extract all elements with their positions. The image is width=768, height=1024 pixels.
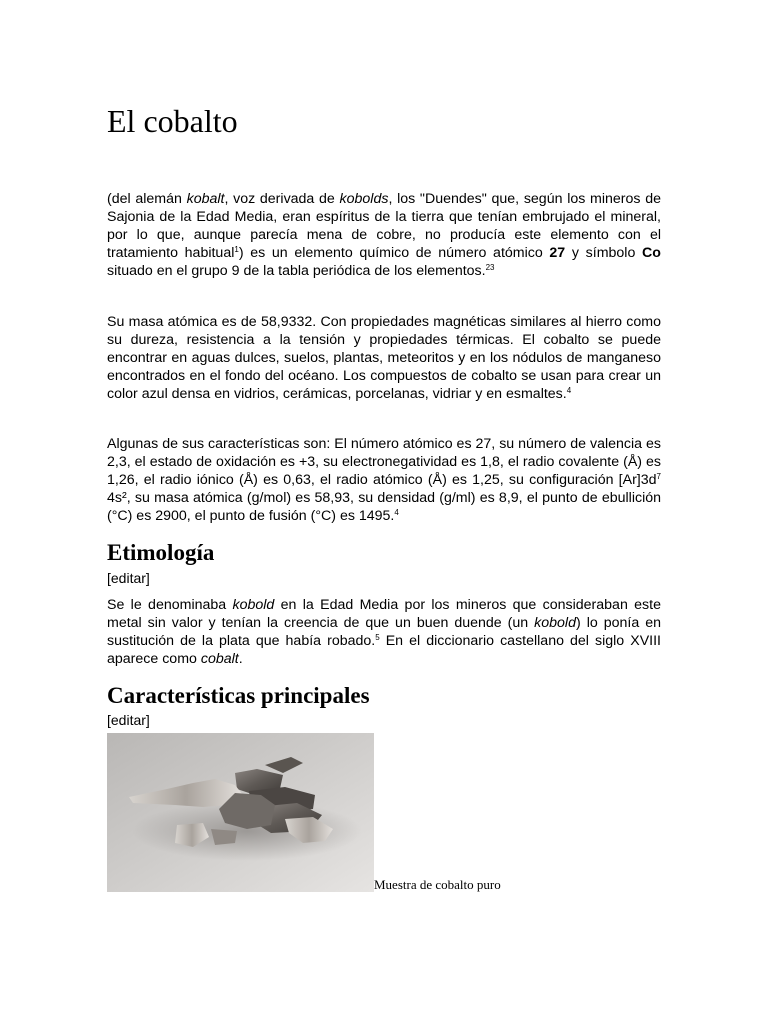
cobalt-sample-photo: [107, 733, 374, 892]
etimologia-text: ) lo ponía en sustitución de la plata que había robado.: [107, 615, 661, 649]
properties-paragraph: [107, 435, 661, 525]
atomic-number: 27: [549, 245, 566, 261]
mass-text: Su masa atómica es de 58,9332. Con propiedades magnéticas similares al hierro como su dureza, resistencia a la tensión y propiedades térmicas. El cobalto se puede encontrar en aguas dulces, suelos, plantas, meteoritos y en los nódulos de manganeso encontrados en el fondo del océano. Los compuestos de cobalto se usan para crear un color azul densa en vidrios, cerámicas, porcelanas, vidriar y en esmaltes.: [107, 314, 661, 402]
etimologia-text: en la Edad Media por los mineros que consideraban este metal sin valor y tenían la creencia de que un buen duende (un: [107, 597, 661, 631]
section-heading-etimologia: Etimología: [107, 540, 215, 565]
reference-4[interactable]: 4: [566, 386, 572, 395]
reference-1[interactable]: 1: [234, 245, 239, 254]
intro-kobalt: kobalt: [186, 191, 225, 207]
intro-text: (del alemán: [107, 191, 187, 207]
intro-text: , voz derivada de: [224, 191, 340, 207]
image-caption: Muestra de cobalto puro: [374, 877, 501, 892]
kobold-term: kobold: [534, 615, 576, 631]
superscript-7: 7: [656, 472, 661, 481]
reference-4[interactable]: 4: [394, 508, 399, 517]
kobold-term: kobold: [232, 597, 275, 613]
cobalt-sample-image: [107, 733, 374, 892]
properties-text: Algunas de sus características son: El número atómico es 27, su número de valencia es 2,3, el estado de oxidación es +3, su electronegatividad es 1,8, el radio covalente (Å) es 1,26, el radio iónico (Å) es 0,63, el radio atómico (Å) es 1,25, su configuración [Ar]3d: [107, 436, 661, 488]
etimologia-text: Se le denominaba: [107, 597, 233, 613]
intro-text: y símbolo: [565, 245, 643, 261]
etimologia-text: En el diccionario castellano del siglo XVIII aparece como: [107, 633, 661, 667]
etimologia-text: .: [238, 651, 243, 667]
edit-link-etimologia[interactable]: [editar]: [107, 570, 150, 586]
intro-paragraph: [107, 190, 661, 280]
reference-23[interactable]: 23: [485, 263, 495, 272]
element-symbol: Co: [642, 245, 661, 261]
etimologia-paragraph: [107, 596, 661, 668]
section-heading-caracteristicas: Características principales: [107, 683, 370, 708]
mass-paragraph: [107, 313, 661, 403]
intro-text: , los "Duendes" que, según los mineros de Sajonia de la Edad Media, eran espíritus de la tierra que tenían embrujado el mineral, por lo que, aunque parecía mena de cobre, no producía este elemento con el tratamiento habitual: [107, 191, 661, 261]
intro-text: ) es un elemento químico de número atómico: [238, 245, 550, 261]
reference-5[interactable]: 5: [375, 633, 380, 642]
edit-link-caracteristicas[interactable]: [editar]: [107, 712, 150, 728]
page-title: El cobalto: [107, 103, 238, 139]
cobalt-term: cobalt: [200, 651, 239, 667]
intro-kobolds: kobolds: [339, 191, 389, 207]
properties-text: 4s², su masa atómica (g/mol) es 58,93, su densidad (g/ml) es 8,9, el punto de ebullición (°C) es 2900, el punto de fusión (°C) es 1495.: [107, 490, 661, 524]
intro-text: situado en el grupo 9 de la tabla periódica de los elementos.: [107, 263, 486, 279]
